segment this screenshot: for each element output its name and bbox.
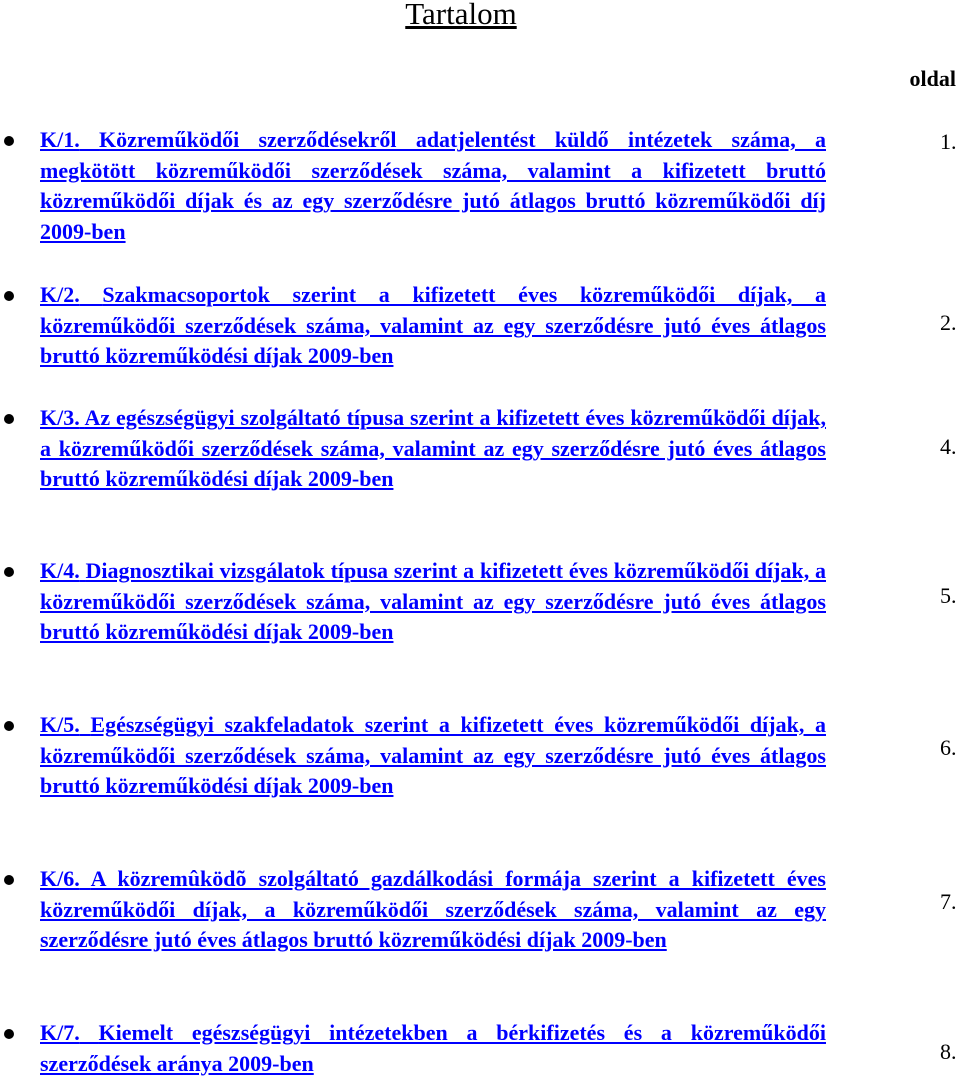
bullet-icon [4, 136, 14, 146]
toc-code: K/5. [40, 712, 80, 737]
toc-page-number: 5. [940, 583, 957, 608]
toc-page-number: 1. [940, 129, 957, 154]
toc-code: K/1. [40, 127, 80, 152]
page-title: Tartalom [405, 0, 517, 31]
toc-page-number: 6. [940, 735, 957, 760]
toc-page-number: 8. [940, 1039, 957, 1064]
toc-code: K/3. [40, 405, 80, 430]
toc-link[interactable] [40, 1018, 826, 1079]
toc-link[interactable] [40, 556, 826, 648]
toc-title: Diagnosztikai vizsgálatok típusa szerint a kifizetett éves közreműködői díjak, a közreműködői szerződések száma, valamint az egy szerződésre jutó éves átlagos bruttó közreműködési díjak 2009-ben [40, 558, 826, 644]
toc-title: Egészségügyi szakfeladatok szerint a kifizetett éves közreműködői díjak, a közreműködői szerződések száma, valamint az egy szerződésre jutó éves átlagos bruttó közreműködési díjak 2009-ben [40, 712, 826, 798]
bullet-icon [4, 875, 14, 885]
toc-link[interactable] [40, 125, 826, 247]
bullet-icon [4, 1029, 14, 1039]
toc-code: K/4. [40, 558, 80, 583]
toc-page-number: 7. [940, 889, 957, 914]
bullet-icon [4, 567, 14, 577]
toc-code: K/6. [40, 866, 80, 891]
bullet-icon [4, 721, 14, 731]
bullet-icon [4, 414, 14, 424]
toc-page-number: 4. [940, 434, 957, 459]
bullet-icon [4, 291, 14, 301]
toc-page-number: 2. [940, 310, 957, 335]
toc-link[interactable] [40, 280, 826, 372]
toc-title: Az egészségügyi szolgáltató típusa szerint a kifizetett éves közreműködői díjak, a közreműködői szerződések száma, valamint az egy szerződésre jutó éves átlagos bruttó közreműködési díjak 2009-ben [40, 405, 826, 491]
page-column-label: oldal [909, 66, 956, 91]
toc-link[interactable] [40, 864, 826, 956]
toc-link[interactable] [40, 710, 826, 802]
toc-title: Kiemelt egészségügyi intézetekben a bérkifizetés és a közreműködői szerződések aránya 2009-ben [40, 1020, 826, 1076]
toc-link[interactable] [40, 403, 826, 495]
toc-title: Szakmacsoportok szerint a kifizetett éves közreműködői díjak, a közreműködői szerződések száma, valamint az egy szerződésre jutó éves átlagos bruttó közreműködési díjak 2009-ben [40, 282, 826, 368]
toc-title: A közremûködõ szolgáltató gazdálkodási formája szerint a kifizetett éves közreműködői díjak, a közreműködői szerződések száma, valamint az egy szerződésre jutó éves átlagos bruttó közreműködési díjak 2009-ben [40, 866, 826, 952]
toc-code: K/7. [40, 1020, 80, 1045]
toc-title: Közreműködői szerződésekről adatjelentést küldő intézetek száma, a megkötött közreműködői szerződések száma, valamint a kifizetett bruttó közreműködői díjak és az egy szerződésre jutó átlagos bruttó közreműködői díj 2009-ben [40, 127, 826, 244]
toc-code: K/2. [40, 282, 80, 307]
